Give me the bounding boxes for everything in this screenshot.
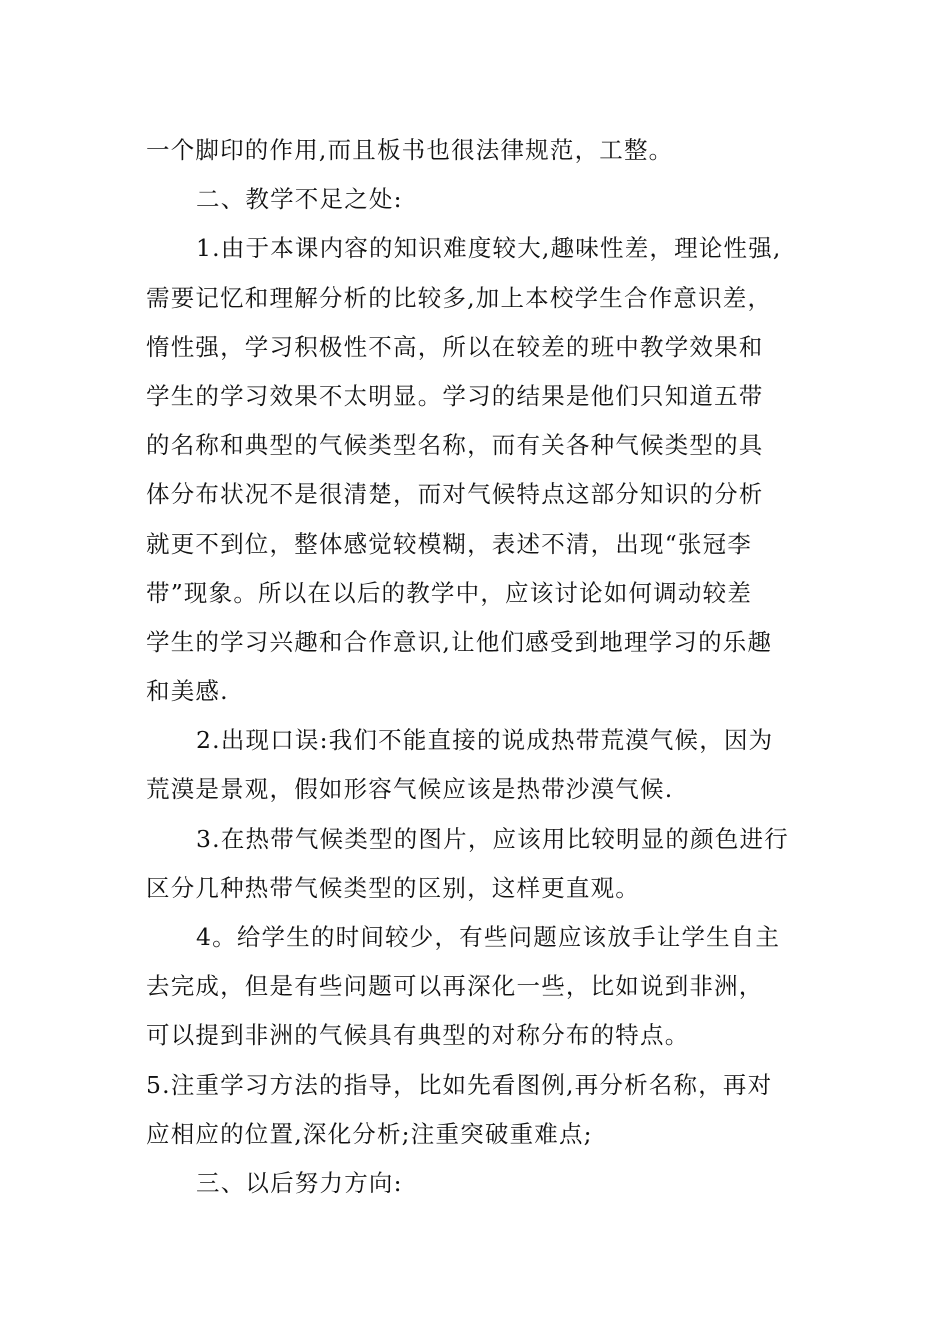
text-line: 一个脚印的作用,而且板书也很法律规范，工整。 xyxy=(146,136,674,164)
document-body xyxy=(146,126,806,1208)
text-line: 1.由于本课内容的知识难度较大,趣味性差，理论性强, xyxy=(196,234,782,263)
text-line: 惰性强，学习积极性不高，所以在较差的班中教学效果和 xyxy=(146,332,764,361)
text-line: 就更不到位，整体感觉较模糊，表述不清，出现“张冠李 xyxy=(146,529,753,558)
text-line: 的名称和典型的气候类型名称，而有关各种气候类型的具 xyxy=(146,431,764,460)
section-heading: 三、以后努力方向: xyxy=(196,1168,403,1197)
text-line: 带”现象。所以在以后的教学中，应该讨论如何调动较差 xyxy=(146,578,753,607)
text-line: 4。给学生的时间较少，有些问题应该放手让学生自主 xyxy=(196,923,781,951)
text-line: 需要记忆和理解分析的比较多,加上本校学生合作意识差， xyxy=(146,283,773,312)
text-line: 区分几种热带气候类型的区别，这样更直观。 xyxy=(146,873,640,902)
text-line: 3.在热带气候类型的图片，应该用比较明显的颜色进行 xyxy=(196,824,789,853)
text-line: 荒漠是景观，假如形容气候应该是热带沙漠气候. xyxy=(146,775,674,804)
text-line: 学生的学习效果不太明显。学习的结果是他们只知道五带 xyxy=(146,381,764,410)
text-line: 可以提到非洲的气候具有典型的对称分布的特点。 xyxy=(146,1021,690,1050)
text-line: 去完成，但是有些问题可以再深化一些，比如说到非洲， xyxy=(146,972,764,1001)
text-line: 应相应的位置,深化分析;注重突破重难点; xyxy=(146,1119,593,1148)
text-line: 体分布状况不是很清楚，而对气候特点这部分知识的分析 xyxy=(146,480,764,509)
text-line: 和美感. xyxy=(146,677,229,706)
section-heading: 二、教学不足之处: xyxy=(196,185,403,214)
text-line: 学生的学习兴趣和合作意识,让他们感受到地理学习的乐趣 xyxy=(146,627,773,656)
text-line: 5.注重学习方法的指导，比如先看图例,再分析名称，再对 xyxy=(146,1070,773,1099)
text-line: 2.出现口误:我们不能直接的说成热带荒漠气候，因为 xyxy=(196,726,774,755)
